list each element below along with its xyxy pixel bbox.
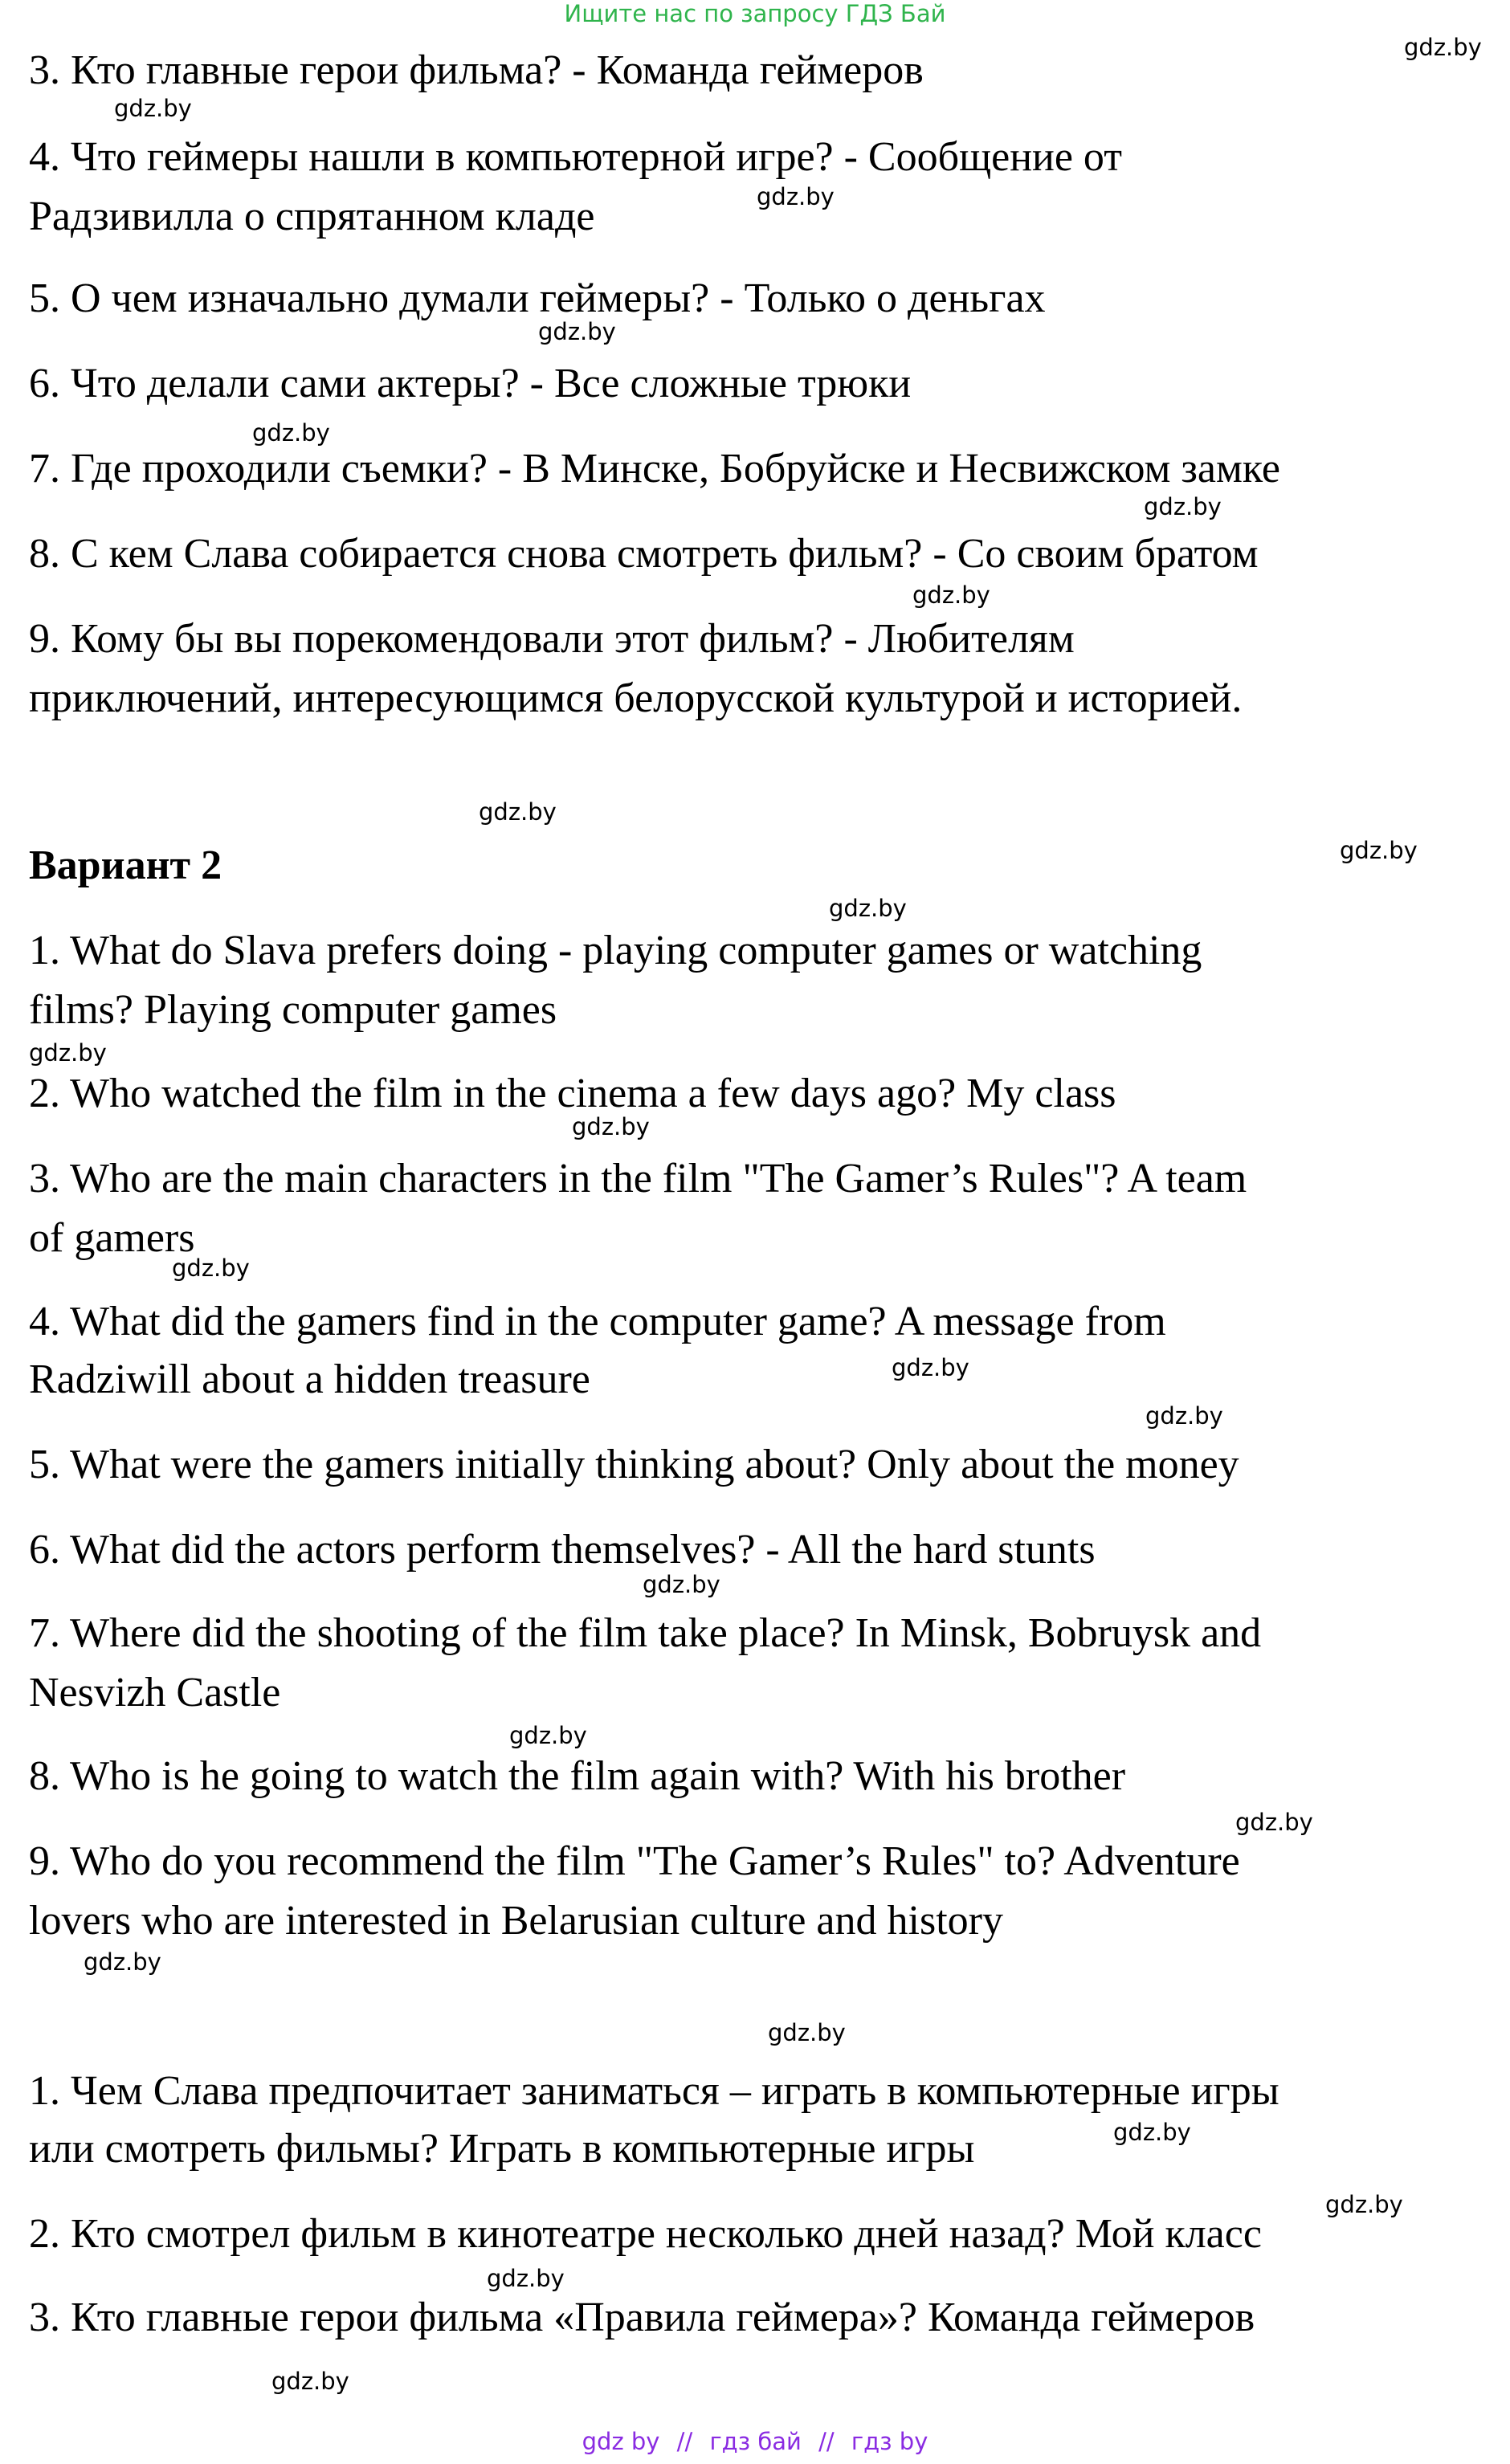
- answer-line: 2. Кто смотрел фильм в кинотеатре несколько дней назад? Мой класс: [29, 2211, 1262, 2257]
- answer-line: 5. What were the gamers initially thinking about? Only about the money: [29, 1442, 1239, 1487]
- answer-line: 7. Where did the shooting of the film take place? In Minsk, Bobruysk and: [29, 1610, 1262, 1656]
- answer-line: 5. О чем изначально думали геймеры? - Только о деньгах: [29, 275, 1046, 321]
- answer-line: 4. What did the gamers find in the computer game? A message from: [29, 1299, 1166, 1344]
- answer-line: 3. Кто главные герои фильма «Правила геймера»? Команда геймеров: [29, 2295, 1255, 2340]
- footer-separator: //: [818, 2428, 835, 2455]
- answer-line: или смотреть фильмы? Играть в компьютерные игры: [29, 2126, 975, 2172]
- watermark: gdz.by: [912, 581, 990, 609]
- watermark: gdz.by: [487, 2265, 565, 2292]
- footer-link-gdz-by[interactable]: gdz by: [582, 2428, 660, 2455]
- watermark: gdz.by: [1144, 493, 1222, 520]
- watermark: gdz.by: [1325, 2191, 1403, 2218]
- watermark: gdz.by: [84, 1948, 161, 1976]
- footer-separator: //: [676, 2428, 693, 2455]
- answer-line: приключений, интересующимся белорусской культурой и историей.: [29, 675, 1243, 721]
- watermark: gdz.by: [1340, 837, 1418, 864]
- footer-link-gdz-bay[interactable]: гдз бай: [709, 2428, 802, 2455]
- answer-line: 2. Who watched the film in the cinema a few days ago? My class: [29, 1071, 1116, 1116]
- watermark: gdz.by: [271, 2368, 349, 2395]
- answer-line: 7. Где проходили съемки? - В Минске, Бобруйске и Несвижском замке: [29, 446, 1280, 492]
- answer-line: Radziwill about a hidden treasure: [29, 1356, 590, 1402]
- watermark: gdz.by: [757, 183, 835, 210]
- answer-line: 3. Кто главные герои фильма? - Команда геймеров: [29, 47, 924, 93]
- answer-line: lovers who are interested in Belarusian culture and history: [29, 1898, 1003, 1944]
- answer-line: Nesvizh Castle: [29, 1670, 281, 1715]
- watermark: gdz.by: [172, 1254, 250, 1282]
- watermark: gdz.by: [479, 798, 557, 826]
- watermark: gdz.by: [1235, 1809, 1313, 1836]
- footer-links: [0, 2427, 1510, 2459]
- answer-line: 1. What do Slava prefers doing - playing computer games or watching: [29, 928, 1202, 973]
- watermark: gdz.by: [29, 1039, 107, 1067]
- watermark: gdz.by: [1145, 1402, 1223, 1430]
- watermark: gdz.by: [1404, 34, 1482, 61]
- watermark: gdz.by: [829, 895, 907, 922]
- answer-line: of gamers: [29, 1215, 195, 1261]
- watermark: gdz.by: [768, 2019, 846, 2046]
- answer-line: Радзивилла о спрятанном кладе: [29, 194, 595, 239]
- answer-line: 6. Что делали сами актеры? - Все сложные трюки: [29, 361, 912, 406]
- answer-line: 4. Что геймеры нашли в компьютерной игре? - Сообщение от: [29, 134, 1122, 180]
- watermark: gdz.by: [892, 1354, 969, 1381]
- watermark: gdz.by: [643, 1571, 720, 1598]
- watermark: gdz.by: [114, 95, 192, 122]
- answer-line: 9. Who do you recommend the film "The Gamer’s Rules" to? Adventure: [29, 1838, 1240, 1884]
- answer-line: 8. Who is he going to watch the film again with? With his brother: [29, 1753, 1126, 1799]
- footer-link-gdz-by-cyr[interactable]: гдз by: [851, 2428, 928, 2455]
- watermark: gdz.by: [509, 1722, 587, 1749]
- top-banner: [0, 0, 1510, 29]
- answer-line: 3. Who are the main characters in the film "The Gamer’s Rules"? A team: [29, 1156, 1247, 1201]
- watermark: gdz.by: [572, 1113, 650, 1140]
- answer-line: films? Playing computer games: [29, 987, 557, 1033]
- watermark: gdz.by: [1113, 2119, 1191, 2146]
- answer-line: 1. Чем Слава предпочитает заниматься – играть в компьютерные игры: [29, 2068, 1279, 2114]
- answer-line: 9. Кому бы вы порекомендовали этот фильм? - Любителям: [29, 616, 1075, 662]
- answer-line: 8. С кем Слава собирается снова смотреть фильм? - Со своим братом: [29, 531, 1259, 577]
- answer-line: 6. What did the actors perform themselves? - All the hard stunts: [29, 1527, 1096, 1573]
- watermark: gdz.by: [538, 318, 616, 345]
- watermark: gdz.by: [252, 419, 330, 447]
- variant-heading: Вариант 2: [29, 842, 222, 888]
- banner-text: Ищите нас по запросу ГДЗ Бай: [564, 0, 946, 27]
